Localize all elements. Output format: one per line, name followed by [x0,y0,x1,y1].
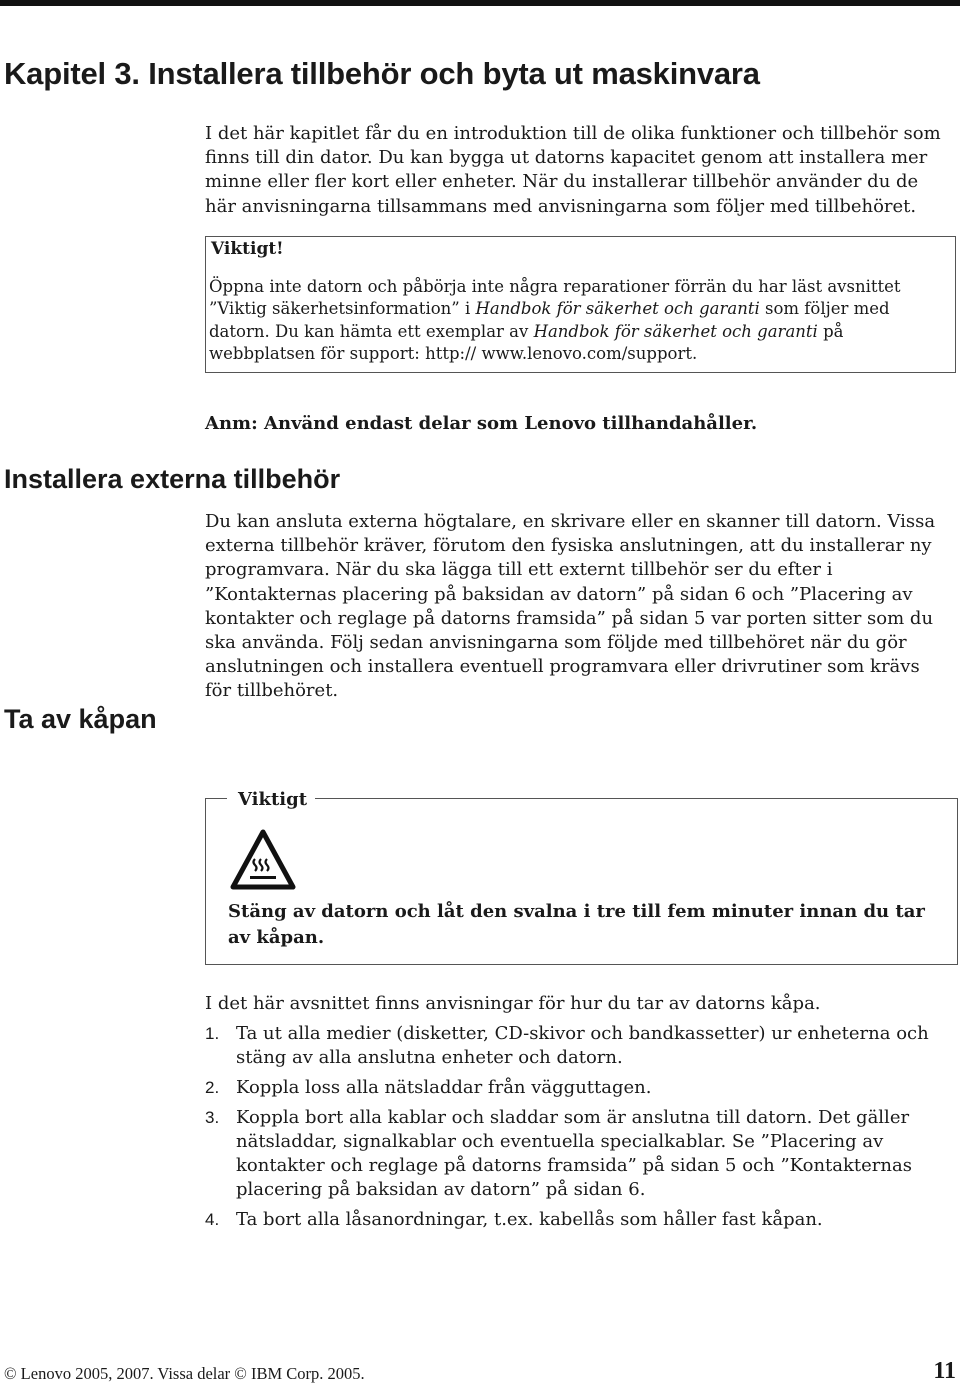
list-item [205,1076,945,1100]
caution-label: Viktigt [238,789,308,810]
important-heading: Viktigt! [211,239,284,259]
important-text-part-2: som följer med datorn. Du kan hämta ett exemplar av [209,299,890,341]
section-title-remove-cover: Ta av kåpan [4,704,157,734]
important-text-part-3: på webbplatsen för support: http:// www.lenovo.com/support. [209,321,844,363]
chapter-title: Kapitel 3. Installera tillbehör och byta ut maskinvara [4,56,760,91]
step-text: Koppla bort alla kablar och sladdar som är anslutna till datorn. Det gäller nätsladdar, signalkablar och eventuella specialkablar. Se ”Placering av kontakter och reglage på datorns framsida” på sidan 5 och ”Kontakternas placering på baksidan av datorn” på sidan 6. [236,1106,912,1201]
section-title-external-accessories: Installera externa tillbehör [4,464,341,494]
caution-border-segment [315,798,958,799]
caution-text: Stäng av datorn och låt den svalna i tre till fem minuter innan du tar av kåpan. [228,901,925,948]
step-list [205,1022,945,1238]
step-text: Ta bort alla låsanordningar, t.ex. kabellås som håller fast kåpan. [236,1208,823,1230]
footer-copyright: © Lenovo 2005, 2007. Vissa delar © IBM Corp. 2005. [4,1364,365,1383]
list-item [205,1022,945,1070]
important-text-part-1: Öppna inte datorn och påbörja inte några reparationer förrän du har läst avsnittet ”Viktig säkerhetsinformation” i [209,277,901,319]
step-number: 1. [205,1024,220,1043]
hot-surface-warning-icon [230,829,296,891]
important-text [209,276,945,365]
page-number: 11 [933,1358,956,1384]
step-number: 4. [205,1209,220,1229]
list-item [205,1208,945,1232]
step-text: Koppla loss alla nätsladdar från vägguttagen. [236,1076,652,1098]
remove-cover-intro: I det här avsnittet finns anvisningar för hur du tar av datorns kåpa. [205,993,821,1014]
top-rule [0,0,960,6]
step-number: 3. [205,1107,220,1127]
book-title: Handbok för säkerhet och garanti [533,321,818,341]
step-text: Ta ut alla medier (disketter, CD-skivor och bandkassetter) ur enheterna och stäng av alla anslutna enheter och datorn. [236,1023,929,1069]
list-item [205,1106,945,1203]
note: Anm: Använd endast delar som Lenovo tillhandahåller. [205,413,758,434]
section-external-accessories-text: Du kan ansluta externa högtalare, en skrivare eller en skanner till datorn. Vissa externa tillbehör kräver, förutom den fysiska anslutningen, att du installerar ny programvara. När du ska lägga till ett externt tillbehör ser du efter i ”Kontakternas placering på baksidan av datorn” på sidan 6 och ”Placering av kontakter och reglage på datorns framsida” på sidan 5 var porten sitter som du ska använda. Följ sedan anvisningarna som följde med tillbehöret när du gör anslutningen och installera eventuell programvara eller drivrutiner som krävs för tillbehöret. [205,511,936,702]
step-number: 2. [205,1077,220,1097]
caution-border-segment [205,798,227,799]
book-title: Handbok för säkerhet och garanti [475,299,760,319]
intro-paragraph: I det här kapitlet får du en introduktion till de olika funktioner och tillbehör som finns till din dator. Du kan bygga ut datorns kapacitet genom att installera mer minne eller fler kort eller enheter. När du installerar tillbehör använder du de här anvisningarna tillsammans med anvisningarna som följer med tillbehöret. [205,123,941,217]
